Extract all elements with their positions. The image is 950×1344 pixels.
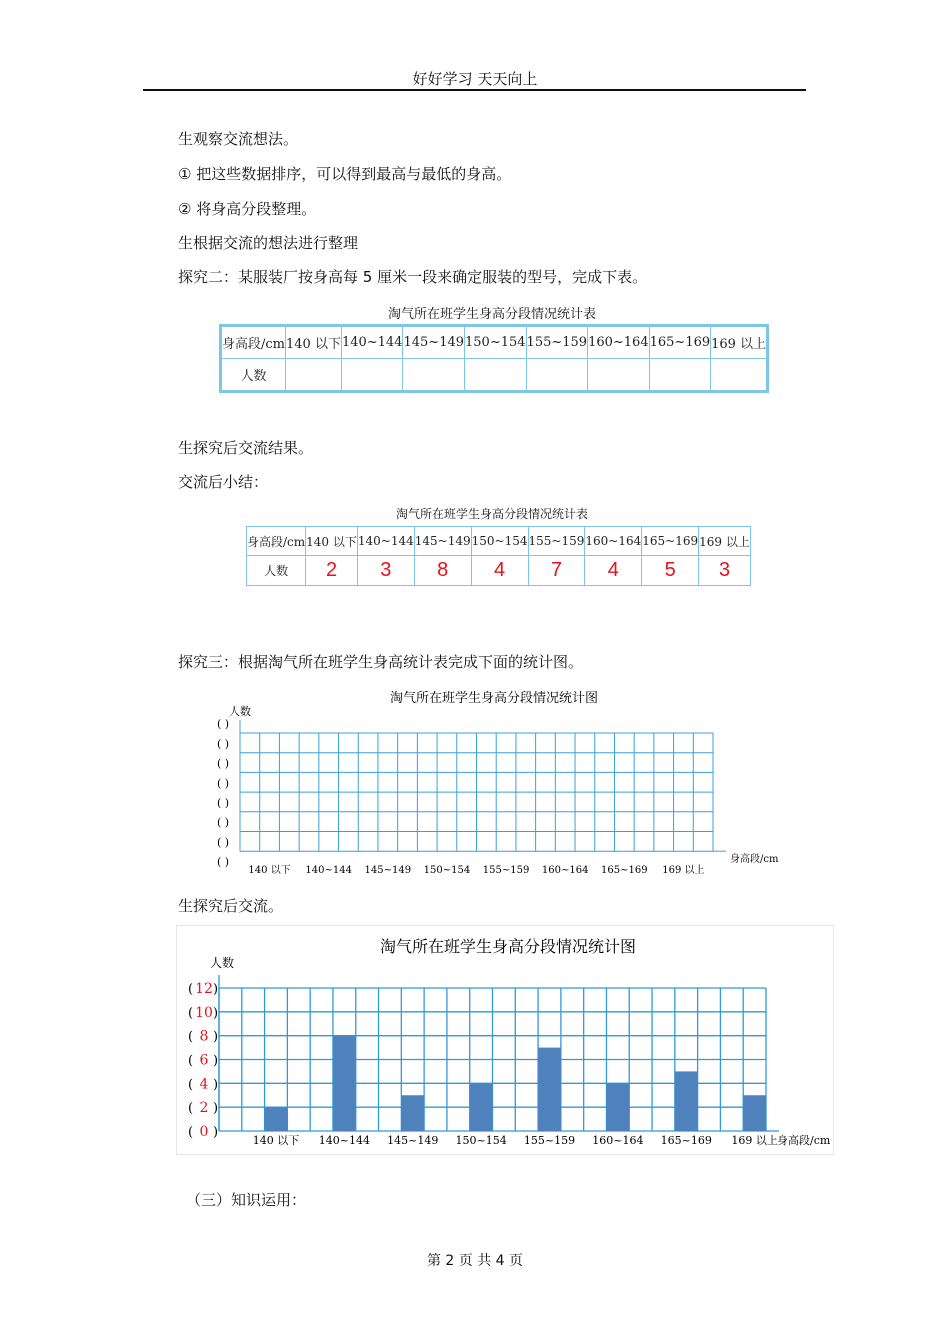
table1-cell [403,359,465,391]
bar-chart [176,925,834,1155]
table2-value-5: 4 [585,556,642,586]
text-line-3: ② 将身高分段整理。 [178,200,317,218]
chart1-category-label: 165~169 [601,865,648,877]
chart2-bar [265,1107,288,1131]
page-footer: 第 2 页 共 4 页 [426,1253,524,1269]
table1-cat-0: 140 以下 [286,327,342,359]
chart2-category-label: 155~159 [523,1134,576,1147]
table1-cat-2: 145~149 [403,327,465,359]
chart1-category-label: 169 以上 [662,865,705,877]
text-line-7: 交流后小结： [178,473,269,491]
table2-value-0: 2 [306,556,358,586]
chart2-bar [606,1083,629,1131]
table1-caption: 淘气所在班学生身高分段情况统计表 [387,307,596,322]
chart1-blank-tick: ( ) [216,717,230,731]
chart2-ytick-paren-open: ( [188,1053,194,1069]
text-line-1: 生观察交流想法。 [178,130,299,148]
chart2-bar [538,1048,561,1131]
chart2-ytick-paren-close: ) [213,1005,219,1021]
table1-cat-5: 160~164 [588,327,650,359]
chart2-ytick-paren-close: ) [213,1101,219,1117]
chart2-category-label: 169 以上 [731,1134,778,1147]
table2-value-4: 7 [528,556,585,586]
chart1-blank-tick: ( ) [216,796,230,810]
table2-value-3: 4 [471,556,528,586]
text-line-8: 探究三：根据淘气所在班学生身高统计表完成下面的统计图。 [178,653,584,671]
chart2-category-label: 150~154 [455,1134,507,1147]
table2 [246,526,751,586]
table2-cat-4: 155~159 [528,527,585,556]
chart2-bar [401,1095,424,1131]
table1-cat-4: 155~159 [526,327,588,359]
chart2-xlabel: 身高段/cm [777,1134,831,1147]
table1-cell [588,359,650,391]
chart1-blank-tick: ( ) [216,816,230,830]
chart1-blank-tick: ( ) [216,835,230,849]
chart1-categories [248,863,704,876]
chart2-ytick-value: 0 [199,1124,209,1140]
chart1-title: 淘气所在班学生身高分段情况统计图 [389,691,599,706]
table2-value-1: 3 [357,556,414,586]
table2-cat-2: 145~149 [414,527,471,556]
text-line-10: （三）知识运用： [186,1191,307,1209]
table1-cell [711,359,767,391]
table2-cat-0: 140 以下 [306,527,358,556]
chart1-blank-tick: ( ) [216,737,230,751]
chart2-ytick-value: 10 [195,1004,213,1021]
table2-value-2: 8 [414,556,471,586]
chart1-category-label: 150~154 [423,865,471,877]
table1 [221,326,767,391]
table2-row-header: 身高段/cm [247,527,306,556]
chart1-ylabel: 人数 [229,705,251,718]
chart2-ytick-value: 4 [199,1076,209,1093]
table1-cell [341,359,403,391]
table2-value-7: 3 [699,556,751,586]
text-line-5: 探究二：某服装厂按身高每 5 厘米一段来确定服装的型号，完成下表。 [178,268,648,286]
table2-caption: 淘气所在班学生身高分段情况统计表 [395,507,588,521]
chart2-ytick-paren-open: ( [188,1125,194,1140]
chart2-category-label: 160~164 [592,1134,644,1147]
chart1-category-label: 140 以下 [248,865,291,877]
chart1-blank-tick: ( ) [216,776,230,790]
chart2-ytick-paren-open: ( [188,1077,194,1093]
chart2-bar [333,1036,356,1131]
chart2-ytick-value: 2 [199,1100,209,1117]
chart1-blank-tick: ( ) [216,757,230,771]
text-line-6: 生探究后交流结果。 [178,439,314,457]
chart2-ytick-value: 12 [195,981,213,997]
chart2-ytick-paren-open: ( [188,1029,194,1045]
chart2-bar [470,1083,493,1131]
table2-value-6: 5 [642,556,699,586]
chart2-ytick-paren-open: ( [188,1005,194,1021]
chart2-category-label: 140~144 [318,1134,370,1147]
table1-cat-7: 169 以上 [711,327,767,359]
chart2-bar [743,1095,766,1131]
header-rule [143,89,806,91]
chart1-category-label: 160~164 [541,865,589,877]
table1-cat-6: 165~169 [649,327,711,359]
table1-cell [526,359,588,391]
table2-cat-7: 169 以上 [699,527,751,556]
chart1-grid [240,720,726,851]
table1-cell [649,359,711,391]
chart2-ylabel: 人数 [209,956,235,970]
table2-cat-5: 160~164 [585,527,642,556]
page-header: 好好学习 天天向上 [412,70,538,88]
chart1-category-label: 140~144 [305,865,352,877]
table1-count-header: 人数 [222,359,286,391]
table1-cell [286,359,342,391]
chart1-ticks [217,718,229,869]
chart2-category-label: 140 以下 [252,1134,300,1147]
table2-cat-1: 140~144 [357,527,414,556]
chart2-ytick-value: 6 [199,1052,209,1069]
chart1-category-label: 155~159 [482,865,530,877]
table1-cat-1: 140~144 [341,327,403,359]
chart2-yticks [188,981,218,1140]
text-line-4: 生根据交流的想法进行整理 [178,234,359,252]
table1-cell [465,359,527,391]
table2-cat-6: 165~169 [642,527,699,556]
chart2-title: 淘气所在班学生身高分段情况统计图 [379,937,637,956]
chart2-ytick-paren-close: ) [213,1053,219,1069]
chart2-ytick-paren-close: ) [213,1077,219,1093]
chart1-xlabel: 身高段/cm [730,854,779,865]
chart2-categories [253,1133,778,1147]
text-line-9: 生探究后交流。 [178,897,284,915]
chart2-ytick-paren-close: ) [213,1029,219,1045]
chart2-bar [675,1071,698,1131]
chart2-ytick-paren-close: ) [213,1125,219,1140]
text-line-2: ① 把这些数据排序，可以得到最高与最低的身高。 [178,165,512,183]
chart2-category-label: 165~169 [660,1134,712,1147]
chart1-category-label: 145~149 [364,865,412,877]
chart2-ytick-paren-close: ) [213,982,219,997]
chart2-ytick-value: 8 [199,1028,209,1045]
chart2-ytick-paren-open: ( [188,982,194,997]
blank-grid-chart [200,680,800,877]
table1-row-header: 身高段/cm [222,327,286,359]
table1-cat-3: 150~154 [465,327,527,359]
chart1-blank-tick: ( ) [216,855,230,869]
chart2-ytick-paren-open: ( [188,1101,194,1117]
chart2-category-label: 145~149 [387,1134,439,1147]
table2-count-header: 人数 [247,556,306,586]
table2-cat-3: 150~154 [471,527,528,556]
